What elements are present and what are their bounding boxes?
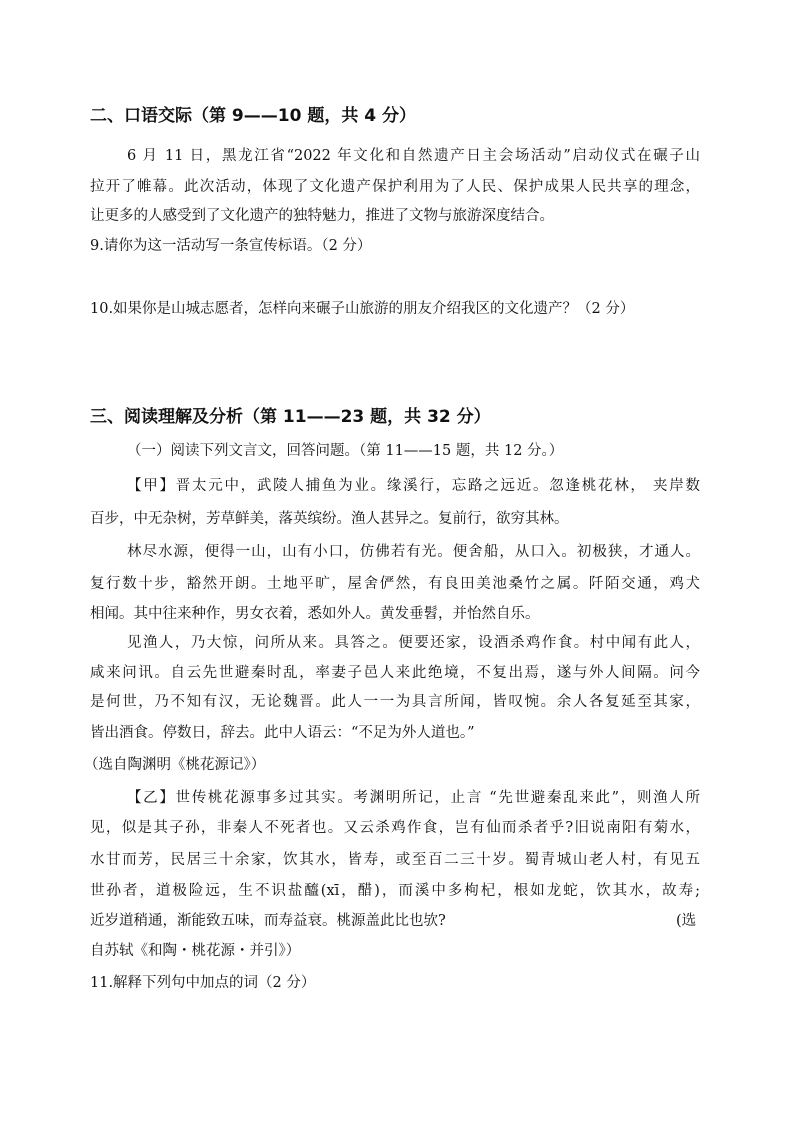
- yi-source-part-a: (选: [676, 913, 697, 929]
- jia-line-5: 相闻。其中往来种作，男女衣着，悉如外人。黄发垂髫，并怡然自乐。: [90, 606, 540, 622]
- jia-line-1: 【甲】晋太元中，武陵人捕鱼为业。缘溪行，忘路之远近。忽逢桃花林， 夹岸数: [127, 478, 700, 494]
- jia-line-8: 是何世，乃不知有汉，无论魏晋。此人一一为具言所闻，皆叹惋。余人各复延至其家，: [90, 694, 700, 710]
- jia-line-7: 咸来问讯。自云先世避秦时乱，率妻子邑人来此绝境，不复出焉，遂与外人间隔。问今: [90, 665, 700, 681]
- section2-intro-line-1: 6 月 11 日，黑龙江省“2022 年文化和自然遗产日主会场活动”启动仪式在碾子山: [127, 148, 700, 164]
- section3-heading: 三、阅读理解及分析（第 11——23 题，共 32 分）: [90, 407, 491, 427]
- yi-line-4: 世孙者，道极险远，生不识盐醯(xī，醋)，而溪中多枸杞，根如龙蛇，饮其水，故寿;: [90, 883, 700, 899]
- question-11: 11.解释下列句中加点的词（2 分）: [90, 975, 316, 991]
- question-10: 10.如果你是山城志愿者，怎样向来碾子山旅游的朋友介绍我区的文化遗产？（2 分）: [90, 301, 635, 317]
- yi-line-3: 水甘而芳，民居三十余家，饮其水，皆寿，或至百二三十岁。蜀青城山老人村，有见五: [90, 852, 700, 868]
- section3-part1-instruction: （一）阅读下列文言文，回答问题。（第 11——15 题，共 12 分。）: [127, 443, 564, 459]
- jia-source: （选自陶渊明《桃花源记》）: [84, 757, 266, 773]
- jia-line-2: 百步，中无杂树，芳草鲜美，落英缤纷。渔人甚异之。复前行，欲穷其林。: [90, 511, 569, 527]
- yi-line-5: 近岁道稍通，渐能致五味，而寿益衰。桃源盖此比也欤?: [90, 913, 446, 929]
- section2-intro-line-3: 让更多的人感受到了文化遗产的独特魅力，推进了文物与旅游深度结合。: [90, 208, 554, 224]
- jia-line-4: 复行数十步，豁然开朗。土地平旷，屋舍俨然，有良田美池桑竹之属。阡陌交通，鸡犬: [90, 576, 700, 592]
- section2-intro-line-2: 拉开了帷幕。此次活动，体现了文化遗产保护利用为了人民、保护成果人民共享的理念，: [90, 179, 700, 195]
- yi-source-part-b: 自苏轼《和陶・桃花源・并引》）: [90, 943, 301, 959]
- jia-line-3: 林尽水源，便得一山，山有小口，仿佛若有光。便舍船，从口入。初极狭，才通人。: [127, 544, 700, 560]
- question-9: 9.请你为这一活动写一条宣传标语。（2 分）: [90, 238, 372, 254]
- section2-heading: 二、口语交际（第 9——10 题，共 4 分）: [90, 106, 416, 126]
- yi-line-2: 见，似是其子孙，非秦人不死者也。又云杀鸡作食，岂有仙而杀者乎?旧说南阳有菊水，: [90, 820, 700, 836]
- jia-line-6: 见渔人，乃大惊，问所从来。具答之。便要还家，设酒杀鸡作食。村中闻有此人，: [127, 635, 700, 651]
- jia-line-9: 皆出酒食。停数日，辞去。此中人语云：“不足为外人道也。”: [90, 725, 475, 741]
- yi-line-1: 【乙】世传桃花源事多过其实。考渊明所记，止言 “先世避秦乱来此”，则渔人所: [127, 790, 700, 806]
